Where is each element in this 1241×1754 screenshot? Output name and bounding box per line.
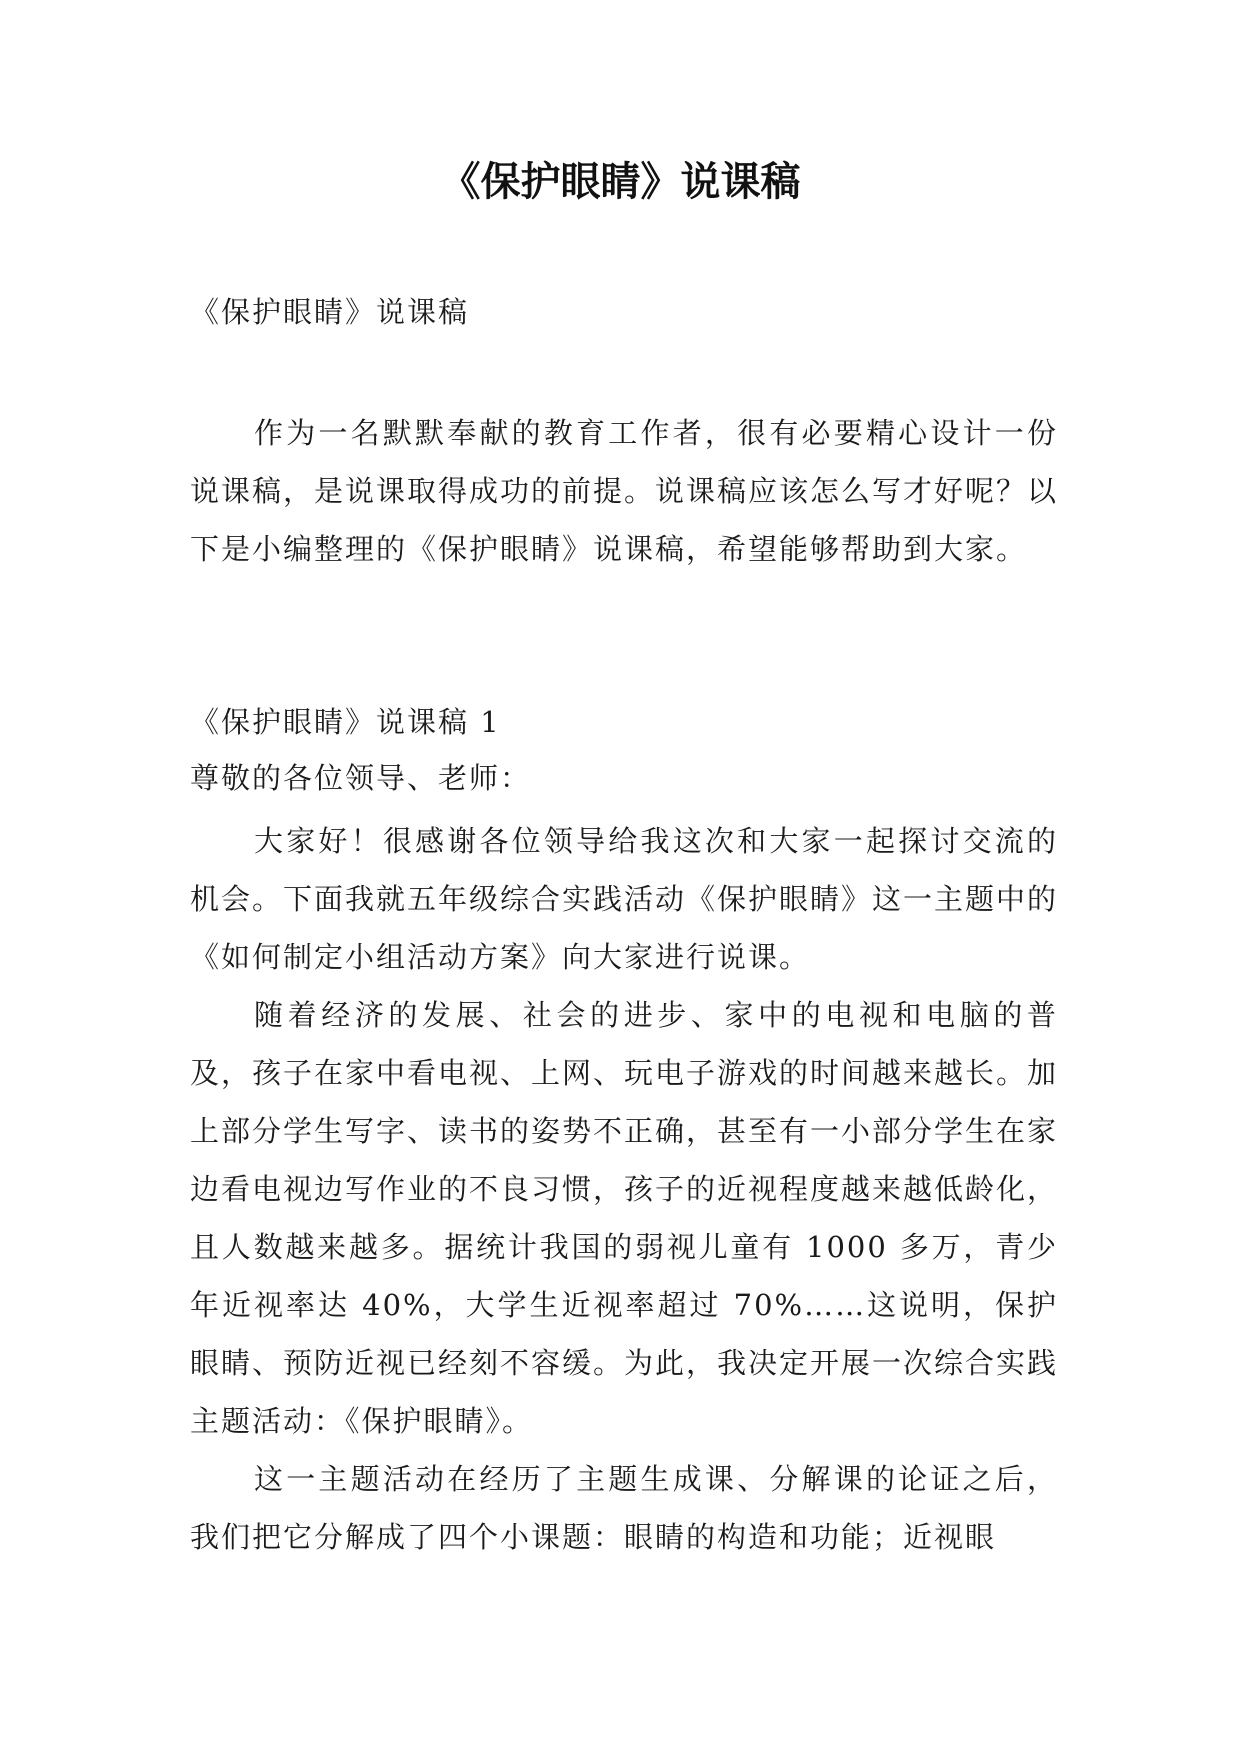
document-subtitle: 《保护眼睛》说课稿 bbox=[190, 295, 470, 329]
document-title: 《保护眼睛》说课稿 bbox=[440, 159, 801, 205]
paragraph-background: 随着经济的发展、社会的进步、家中的电视和电脑的普及，孩子在家中看电视、上网、玩电子游戏的时间越来越长。加上部分学生写字、读书的姿势不正确，甚至有一小部分学生在家边看电视边写作业的不良习惯，孩子的近视程度越来越低龄化，且人数越来越多。据统计我国的弱视儿童有 1000 多万，青少年近视率达 40%，大学生近视率超过 70%……这说明，保护眼睛、预防近视已经刻不容缓。为此，我决定开展一次综合实践主题活动：《保护眼睛》。 bbox=[190, 998, 1059, 1438]
speech-body bbox=[190, 812, 1058, 1566]
section-heading: 《保护眼睛》说课稿 1 bbox=[190, 705, 501, 739]
paragraph-topic-breakdown: 这一主题活动在经历了主题生成课、分解课的论证之后，我们把它分解成了四个小课题：眼睛的构造和功能；近视眼 bbox=[190, 1462, 1058, 1554]
salutation: 尊敬的各位领导、老师： bbox=[190, 761, 532, 795]
intro-paragraph: 作为一名默默奉献的教育工作者，很有必要精心设计一份说课稿，是说课取得成功的前提。说课稿应该怎么写才好呢？以下是小编整理的《保护眼睛》说课稿，希望能够帮助到大家。 bbox=[190, 416, 1059, 566]
paragraph-greeting: 大家好！很感谢各位领导给我这次和大家一起探讨交流的机会。下面我就五年级综合实践活动《保护眼睛》这一主题中的《如何制定小组活动方案》向大家进行说课。 bbox=[190, 824, 1059, 974]
